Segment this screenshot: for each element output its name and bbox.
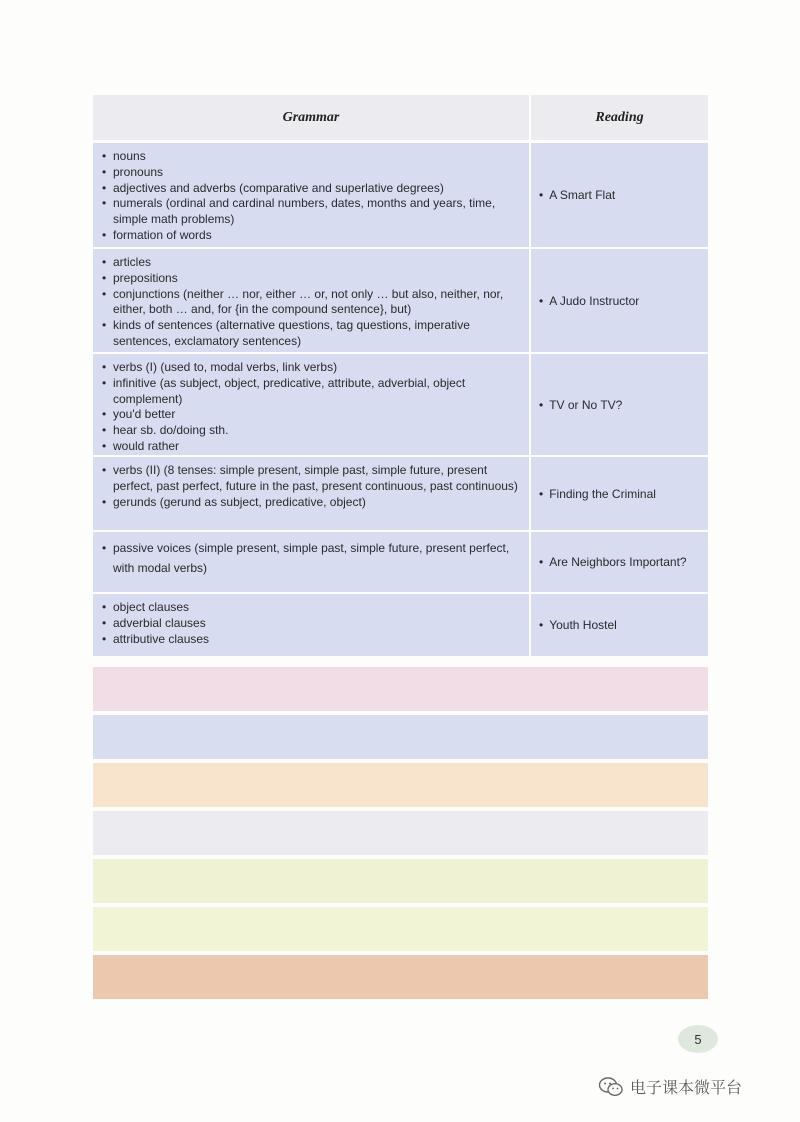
grammar-item: • gerunds (gerund as subject, predicative, object) xyxy=(102,495,519,511)
grammar-list xyxy=(102,463,519,510)
grammar-item: • adverbial clauses xyxy=(102,616,519,632)
grammar-item: • articles xyxy=(102,255,519,271)
bullet-icon: • xyxy=(539,486,544,501)
reading-cell xyxy=(531,594,708,656)
wechat-icon xyxy=(598,1076,624,1098)
reading-title: Are Neighbors Important? xyxy=(549,555,687,569)
grammar-column-header: Grammar xyxy=(93,95,529,140)
color-band xyxy=(93,955,708,999)
grammar-cell xyxy=(93,532,529,592)
bullet-icon: • xyxy=(539,618,544,632)
grammar-cell xyxy=(93,249,529,352)
reading-cell xyxy=(531,532,708,592)
table-row xyxy=(93,249,708,352)
table-row xyxy=(93,532,708,592)
grammar-list xyxy=(102,360,519,455)
grammar-item: • pronouns xyxy=(102,165,519,181)
grammar-item: • verbs (II) (8 tenses: simple present, simple past, simple future, present perfect, past perfect, future in the past, present continuous, past continuous) xyxy=(102,463,519,495)
table-row xyxy=(93,457,708,530)
grammar-item: • verbs (I) (used to, modal verbs, link verbs) xyxy=(102,360,519,376)
color-bands xyxy=(93,667,708,1003)
grammar-item: • attributive clauses xyxy=(102,632,519,648)
grammar-item: • object clauses xyxy=(102,600,519,616)
color-band xyxy=(93,907,708,951)
grammar-list xyxy=(102,149,519,244)
table-header xyxy=(93,95,708,140)
grammar-cell xyxy=(93,594,529,656)
reading-cell xyxy=(531,249,708,352)
watermark xyxy=(598,1075,742,1098)
page-number: 5 xyxy=(678,1025,718,1053)
grammar-item: • conjunctions (neither … nor, either … or, not only … but also, neither, nor, either, both … and, for {in the compound sentence}, but) xyxy=(102,287,519,319)
table-body xyxy=(93,143,708,656)
table-row xyxy=(93,143,708,247)
grammar-item: • passive voices (simple present, simple past, simple future, present perfect, with modal verbs) xyxy=(102,538,519,578)
reading-cell xyxy=(531,457,708,530)
reading-cell xyxy=(531,143,708,247)
grammar-item: • hear sb. do/doing sth. xyxy=(102,423,519,439)
table-row xyxy=(93,354,708,455)
color-band xyxy=(93,811,708,855)
grammar-item: • prepositions xyxy=(102,271,519,287)
grammar-list xyxy=(102,255,519,350)
reading-title: A Smart Flat xyxy=(549,188,616,202)
grammar-cell xyxy=(93,143,529,247)
reading-column-header: Reading xyxy=(531,95,708,140)
syllabus-table xyxy=(93,95,708,658)
grammar-list xyxy=(102,600,519,647)
color-band xyxy=(93,763,708,807)
reading-title: Finding the Criminal xyxy=(549,486,656,501)
watermark-text: 电子课本微平台 xyxy=(630,1080,743,1097)
table-row xyxy=(93,594,708,656)
grammar-cell xyxy=(93,457,529,530)
grammar-item: • numerals (ordinal and cardinal numbers, dates, months and years, time, simple math problems) xyxy=(102,196,519,228)
grammar-item: • formation of words xyxy=(102,228,519,244)
grammar-item: • you'd better xyxy=(102,407,519,423)
grammar-list xyxy=(102,538,519,578)
grammar-item: • infinitive (as subject, object, predicative, attribute, adverbial, object complement) xyxy=(102,376,519,408)
color-band xyxy=(93,667,708,711)
color-band xyxy=(93,859,708,903)
bullet-icon: • xyxy=(539,397,544,412)
grammar-item: • adjectives and adverbs (comparative and superlative degrees) xyxy=(102,181,519,197)
reading-title: Youth Hostel xyxy=(549,618,617,632)
reading-cell xyxy=(531,354,708,455)
reading-title: A Judo Instructor xyxy=(549,293,640,308)
bullet-icon: • xyxy=(539,555,544,569)
color-band xyxy=(93,715,708,759)
bullet-icon: • xyxy=(539,188,544,202)
grammar-item: • kinds of sentences (alternative questions, tag questions, imperative sentences, exclamatory sentences) xyxy=(102,318,519,350)
grammar-item: • nouns xyxy=(102,149,519,165)
reading-title: TV or No TV? xyxy=(549,397,623,412)
grammar-item: • would rather xyxy=(102,439,519,455)
bullet-icon: • xyxy=(539,293,544,308)
grammar-cell xyxy=(93,354,529,455)
